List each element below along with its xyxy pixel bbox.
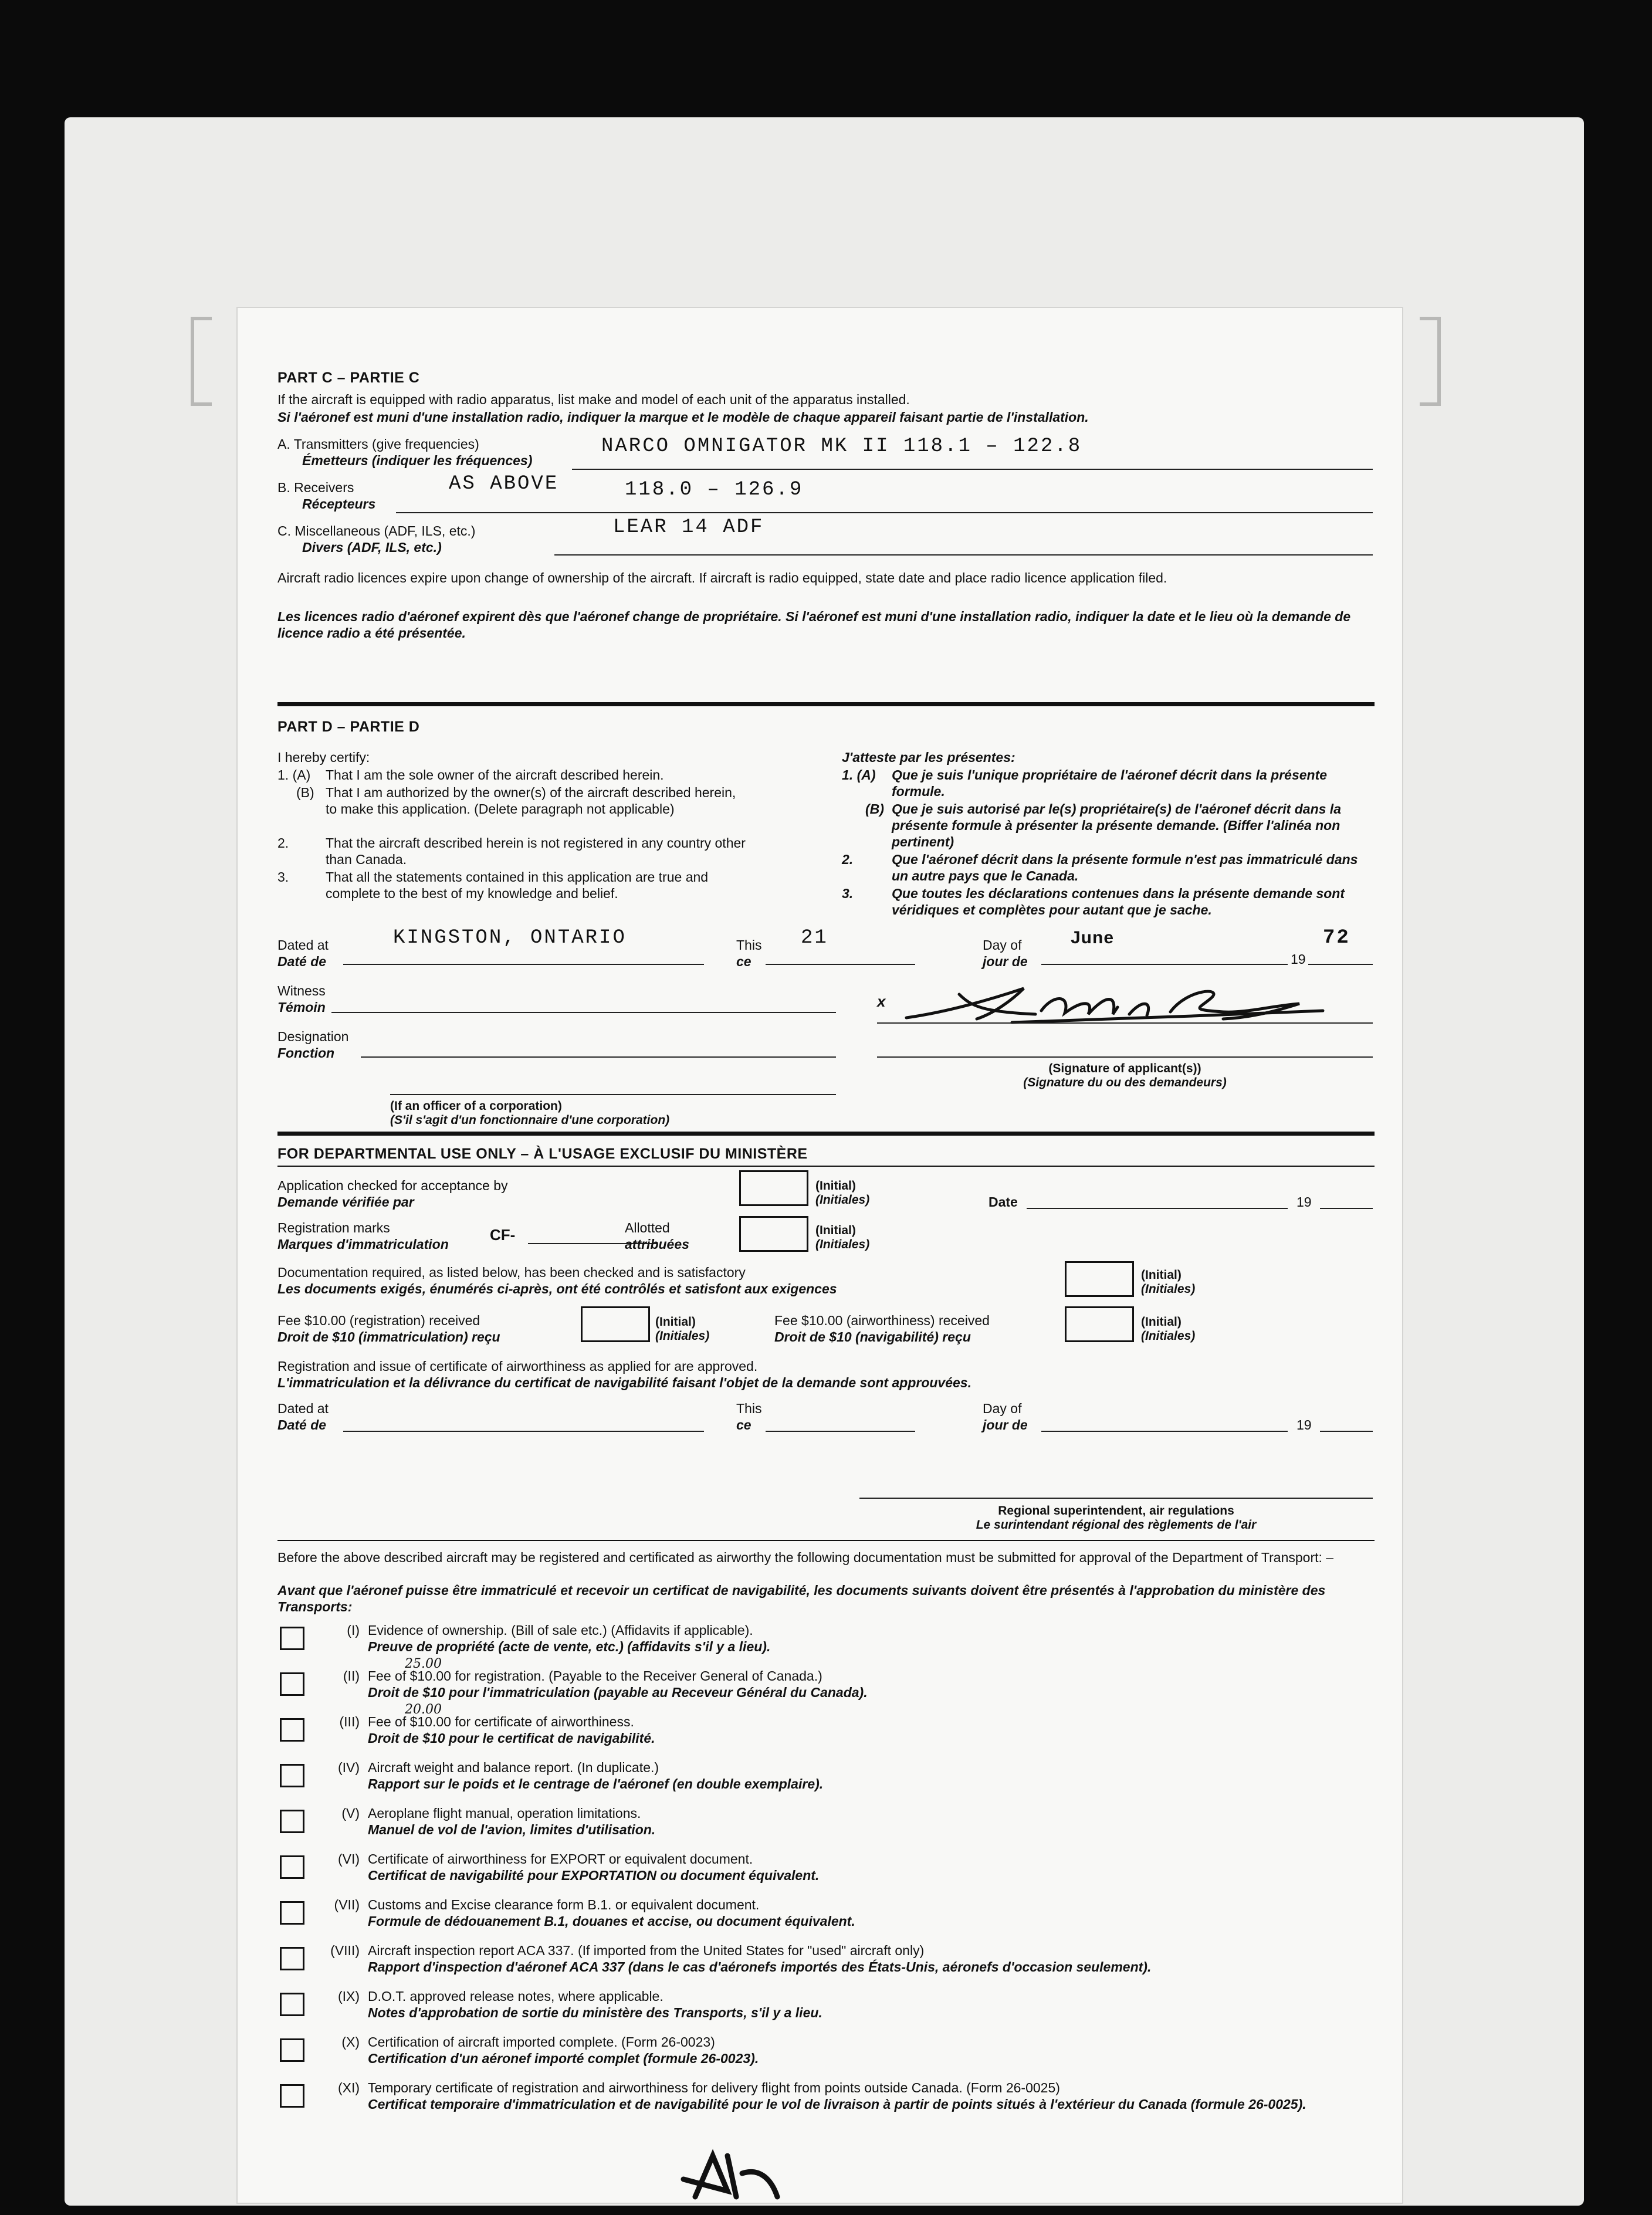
- designation-line: [361, 1056, 836, 1058]
- allotted-label-fr: attribuées: [625, 1237, 689, 1252]
- regional-caption-fr: Le surintendant régional des règlements de l'air: [976, 1518, 1257, 1532]
- dept-heading: FOR DEPARTMENTAL USE ONLY – À L'USAGE EXCLUSIF DU MINISTÈRE: [277, 1146, 808, 1162]
- document-checkbox[interactable]: [280, 1810, 304, 1833]
- regional-caption: Regional superintendent, air regulations: [998, 1504, 1234, 1518]
- witness-label: Witness: [277, 983, 326, 998]
- receivers-line: [396, 512, 1373, 513]
- checked-label: Application checked for acceptance by: [277, 1178, 508, 1193]
- part-d-heading: PART D – PARTIE D: [277, 719, 420, 735]
- allotted-initial-box[interactable]: [739, 1216, 808, 1252]
- misc-label-fr: Divers (ADF, ILS, etc.): [302, 540, 442, 555]
- documentation-checked-fr: Les documents exigés, énumérés ci-après, ont été contrôlés et satisfont aux exigences: [277, 1281, 837, 1296]
- document-number: (IV): [337, 1760, 360, 1775]
- dept-this-label: This: [736, 1401, 762, 1416]
- part-c-heading: PART C – PARTIE C: [277, 370, 420, 386]
- officer-caption-fr: (S'il s'agit d'un fonctionnaire d'une corporation): [390, 1113, 670, 1127]
- document-number: (II): [343, 1668, 360, 1684]
- documentation-initial-label-fr: (Initiales): [1141, 1282, 1196, 1296]
- document-description: Fee of $10.00 for certificate of airworthiness.: [368, 1714, 634, 1729]
- document-description: Temporary certificate of registration and airworthiness for delivery flight from points outside Canada. (Form 26-0025): [368, 2080, 1060, 2095]
- receivers-label-fr: Récepteurs: [302, 496, 376, 512]
- month-line: [1041, 964, 1288, 965]
- documentation-checked: Documentation required, as listed below, has been checked and is satisfactory: [277, 1265, 746, 1280]
- document-number: (VI): [337, 1851, 360, 1867]
- allotted-initial-label: (Initial): [815, 1224, 856, 1237]
- documents-rule: [277, 1540, 1375, 1541]
- documentation-initial-label: (Initial): [1141, 1268, 1182, 1282]
- en-2: That the aircraft described herein is not registered in any country other than Canada.: [326, 835, 746, 867]
- signature-line: [877, 1022, 1373, 1024]
- this-label: This: [736, 937, 762, 953]
- document-description-fr: Formule de dédouanement B.1, douanes et accise, ou document équivalent.: [368, 1913, 855, 1929]
- applicant-signature: [895, 977, 1329, 1029]
- fr-1b-num: (B): [865, 801, 884, 817]
- document-description: Aircraft weight and balance report. (In duplicate.): [368, 1760, 659, 1775]
- fr-2: Que l'aéronef décrit dans la présente formule n'est pas immatriculé dans un autre pays que le Canada.: [892, 852, 1358, 883]
- initial-label-fr: (Initiales): [815, 1193, 870, 1207]
- misc-label: C. Miscellaneous (ADF, ILS, etc.): [277, 523, 476, 538]
- misc-value: LEAR 14 ADF: [613, 516, 764, 538]
- approval-statement-fr: L'immatriculation et la délivrance du certificat de navigabilité faisant l'objet de la demande sont approuvées.: [277, 1375, 971, 1390]
- document-description: Aircraft inspection report ACA 337. (If imported from the United States for "used" aircraft only): [368, 1943, 925, 1958]
- witness-line: [331, 1012, 836, 1013]
- document-number: (I): [347, 1623, 360, 1638]
- regional-signature-line: [859, 1498, 1373, 1499]
- dated-label-fr: Daté de: [277, 954, 327, 969]
- dated-value: KINGSTON, ONTARIO: [393, 927, 627, 949]
- transmitters-label-fr: Émetteurs (indiquer les fréquences): [302, 453, 533, 468]
- fee-registration-label: Fee $10.00 (registration) received: [277, 1313, 480, 1328]
- part-c-intro-fr: Si l'aéronef est muni d'une installation radio, indiquer la marque et le modèle de chaque appareil faisant partie de l'installation.: [277, 409, 1089, 425]
- cf-prefix: CF-: [490, 1226, 516, 1244]
- dept-year-prefix: 19: [1296, 1417, 1312, 1432]
- en-1a: That I am the sole owner of the aircraft described herein.: [326, 767, 664, 783]
- document-number: (VII): [334, 1897, 360, 1912]
- dept-rule: [277, 1132, 1375, 1136]
- date-label: Date: [989, 1194, 1018, 1210]
- dept-day-label-fr: jour de: [983, 1417, 1028, 1432]
- signature-caption-fr: (Signature du ou des demandeurs): [1023, 1076, 1227, 1089]
- dept-dated-label-fr: Daté de: [277, 1417, 327, 1432]
- year-prefix: 19: [1291, 951, 1306, 967]
- document-description-fr: Rapport d'inspection d'aéronef ACA 337 (dans le cas d'aéronefs importés des États-Unis, aéronefs d'occasion seulement).: [368, 1959, 1152, 1974]
- checked-initial-box[interactable]: [739, 1170, 808, 1206]
- document-number: (IX): [337, 1989, 360, 2004]
- dept-this-line: [766, 1431, 915, 1432]
- documents-intro-fr: Avant que l'aéronef puisse être immatriculé et recevoir un certificat de navigabilité, les documents suivants doivent être présentés à l'approbation du ministère des Transports:: [277, 1583, 1326, 1614]
- fee-airworthiness-label-fr: Droit de $10 (navigabilité) reçu: [774, 1329, 971, 1344]
- part-d-rule: [277, 702, 1375, 706]
- document-description-fr: Certificat de navigabilité pour EXPORTATION ou document équivalent.: [368, 1868, 820, 1883]
- document-description-fr: Certificat temporaire d'immatriculation et de navigabilité pour le vol de livraison à partir de points situés à l'extérieur du Canada (formule 26-0025).: [368, 2097, 1306, 2112]
- checked-label-fr: Demande vérifiée par: [277, 1194, 414, 1210]
- document-checkbox[interactable]: [280, 1672, 304, 1696]
- fr-2-num: 2.: [842, 852, 854, 867]
- document-description-fr: Certification d'un aéronef importé complet (formule 26-0023).: [368, 2051, 759, 2066]
- officer-caption: (If an officer of a corporation): [390, 1099, 562, 1113]
- document-description: Customs and Excise clearance form B.1. or equivalent document.: [368, 1897, 760, 1912]
- designation-label: Designation: [277, 1029, 349, 1044]
- document-description: Fee of $10.00 for registration. (Payable to the Receiver General of Canada.): [368, 1668, 822, 1684]
- en-3-num: 3.: [277, 869, 289, 885]
- document-checkbox[interactable]: [280, 1627, 304, 1650]
- fr-1a-num: 1. (A): [842, 767, 876, 783]
- handwritten-fee-note: 20.00: [405, 1702, 442, 1717]
- transmitters-line: [572, 469, 1373, 470]
- dept-dated-line: [343, 1431, 704, 1432]
- document-description-fr: Notes d'approbation de sortie du ministère des Transports, s'il y a lieu.: [368, 2005, 822, 2020]
- dept-this-label-fr: ce: [736, 1417, 751, 1432]
- witness-label-fr: Témoin: [277, 1000, 326, 1015]
- month-value: June: [1071, 928, 1115, 947]
- receivers-value-1: AS ABOVE: [449, 473, 559, 495]
- this-line: [766, 964, 915, 965]
- document-number: (VIII): [330, 1943, 360, 1958]
- fee-air-initial-label-fr: (Initiales): [1141, 1329, 1196, 1343]
- radio-licence-fr: Les licences radio d'aéronef expirent dès que l'aéronef change de propriétaire. Si l'aéronef est muni d'une installation radio, indiquer la date et le lieu où la demande de licence radio a été présentée.: [277, 609, 1351, 641]
- document-description-fr: Preuve de propriété (acte de vente, etc.) (affidavits s'il y a lieu).: [368, 1639, 771, 1654]
- initial-label: (Initial): [815, 1179, 856, 1193]
- day-of-label-fr: jour de: [983, 954, 1028, 969]
- x-mark: x: [877, 993, 886, 1010]
- part-c-intro-en: If the aircraft is equipped with radio apparatus, list make and model of each unit of the apparatus installed.: [277, 392, 910, 407]
- document-number: (XI): [337, 2080, 360, 2095]
- signature-caption: (Signature of applicant(s)): [1048, 1062, 1201, 1075]
- document-description-fr: Droit de $10 pour le certificat de navigabilité.: [368, 1730, 655, 1746]
- radio-licence-en: Aircraft radio licences expire upon change of ownership of the aircraft. If aircraft is radio equipped, state date and place radio licence application filed.: [277, 570, 1167, 585]
- fee-registration-label-fr: Droit de $10 (immatriculation) reçu: [277, 1329, 500, 1344]
- en-1b: That I am authorized by the owner(s) of the aircraft described herein, to make this application. (Delete paragraph not applicable): [326, 785, 736, 817]
- fee-reg-initial-label: (Initial): [655, 1315, 696, 1329]
- document-checkbox[interactable]: [280, 1993, 304, 2016]
- fr-3-num: 3.: [842, 886, 854, 901]
- en-2-num: 2.: [277, 835, 289, 851]
- allotted-initial-label-fr: (Initiales): [815, 1238, 870, 1251]
- fr-1a: Que je suis l'unique propriétaire de l'aéronef décrit dans la présente formule.: [892, 767, 1328, 799]
- year-value: 72: [1323, 927, 1350, 949]
- document-description: Certificate of airworthiness for EXPORT or equivalent document.: [368, 1851, 753, 1867]
- receivers-value-2: 118.0 – 126.9: [625, 479, 804, 501]
- document-checkbox[interactable]: [280, 2038, 304, 2062]
- documents-intro: Before the above described aircraft may be registered and certificated as airworthy the following documentation must be submitted for approval of the Department of Transport: –: [277, 1550, 1334, 1565]
- document-description: D.O.T. approved release notes, where applicable.: [368, 1989, 663, 2004]
- right-bracket-mark: [1420, 317, 1441, 406]
- en-3: That all the statements contained in this application are true and complete to the best of my knowledge and belief.: [326, 869, 709, 901]
- fee-airworthiness-label: Fee $10.00 (airworthiness) received: [774, 1313, 990, 1328]
- dated-label: Dated at: [277, 937, 329, 953]
- transmitters-label: A. Transmitters (give frequencies): [277, 436, 479, 452]
- certify-en: I hereby certify:: [277, 750, 370, 765]
- dept-day-label: Day of: [983, 1401, 1022, 1416]
- document-description: Evidence of ownership. (Bill of sale etc.) (Affidavits if applicable).: [368, 1623, 753, 1638]
- approval-statement: Registration and issue of certificate of airworthiness as applied for are approved.: [277, 1359, 758, 1374]
- this-label-fr: ce: [736, 954, 751, 969]
- misc-line: [554, 554, 1373, 556]
- document-checkbox[interactable]: [280, 1901, 304, 1925]
- document-description-fr: Manuel de vol de l'avion, limites d'utilisation.: [368, 1822, 656, 1837]
- year-line: [1308, 964, 1373, 965]
- date-line: [1027, 1208, 1288, 1209]
- fr-1b: Que je suis autorisé par le(s) propriétaire(s) de l'aéronef décrit dans la présente formule à présenter la présente demande. (Biffer l'alinéa non pertinent): [892, 801, 1341, 849]
- transmitters-value: NARCO OMNIGATOR MK II 118.1 – 122.8: [601, 435, 1082, 458]
- document-checkbox[interactable]: [280, 1947, 304, 1970]
- dept-dated-label: Dated at: [277, 1401, 329, 1416]
- dept-year-line: [1320, 1431, 1373, 1432]
- day-of-label: Day of: [983, 937, 1022, 953]
- document-number: (III): [339, 1714, 360, 1729]
- document-number: (V): [341, 1806, 360, 1821]
- dept-sub-rule: [277, 1166, 1375, 1167]
- document-number: (X): [341, 2034, 360, 2050]
- registration-form: [238, 308, 1402, 2203]
- designation-label-fr: Fonction: [277, 1045, 335, 1061]
- officer-line: [390, 1094, 836, 1095]
- document-checkbox[interactable]: [280, 1764, 304, 1787]
- fr-3: Que toutes les déclarations contenues dans la présente demande sont véridiques et complètes pour autant que je sache.: [892, 886, 1345, 917]
- day-value: 21: [801, 927, 828, 949]
- allotted-label: Allotted: [625, 1220, 670, 1235]
- fee-airworthiness-initial-box[interactable]: [1065, 1306, 1134, 1342]
- document-description: Aeroplane flight manual, operation limitations.: [368, 1806, 641, 1821]
- document-checkbox[interactable]: [280, 1855, 304, 1879]
- registration-marks-label: Registration marks: [277, 1220, 390, 1235]
- dept-month-line: [1041, 1431, 1288, 1432]
- document-checkbox[interactable]: [280, 2084, 304, 2108]
- documents-list: [238, 308, 1402, 2203]
- left-bracket-mark: [191, 317, 212, 406]
- dated-line: [343, 964, 704, 965]
- document-description: Certification of aircraft imported complete. (Form 26-0023): [368, 2034, 715, 2050]
- fee-reg-initial-label-fr: (Initiales): [655, 1329, 710, 1343]
- document-description-fr: Rapport sur le poids et le centrage de l'aéronef (en double exemplaire).: [368, 1776, 824, 1791]
- fee-registration-initial-box[interactable]: [581, 1306, 650, 1342]
- handwritten-mark: [672, 2144, 789, 2203]
- certify-fr: J'atteste par les présentes:: [842, 750, 1015, 765]
- en-1a-num: 1. (A): [277, 767, 311, 783]
- registration-marks-label-fr: Marques d'immatriculation: [277, 1237, 449, 1252]
- en-1b-num: (B): [296, 785, 314, 800]
- handwritten-fee-note: 25.00: [405, 1657, 442, 1671]
- date-year-line: [1320, 1208, 1373, 1209]
- document-checkbox[interactable]: [280, 1718, 304, 1742]
- fee-air-initial-label: (Initial): [1141, 1315, 1182, 1329]
- date-year-prefix: 19: [1296, 1194, 1312, 1210]
- receivers-label: B. Receivers: [277, 480, 354, 495]
- applicant-line: [877, 1056, 1373, 1058]
- documentation-initial-box[interactable]: [1065, 1261, 1134, 1297]
- document-description-fr: Droit de $10 pour l'immatriculation (payable au Receveur Général du Canada).: [368, 1685, 868, 1700]
